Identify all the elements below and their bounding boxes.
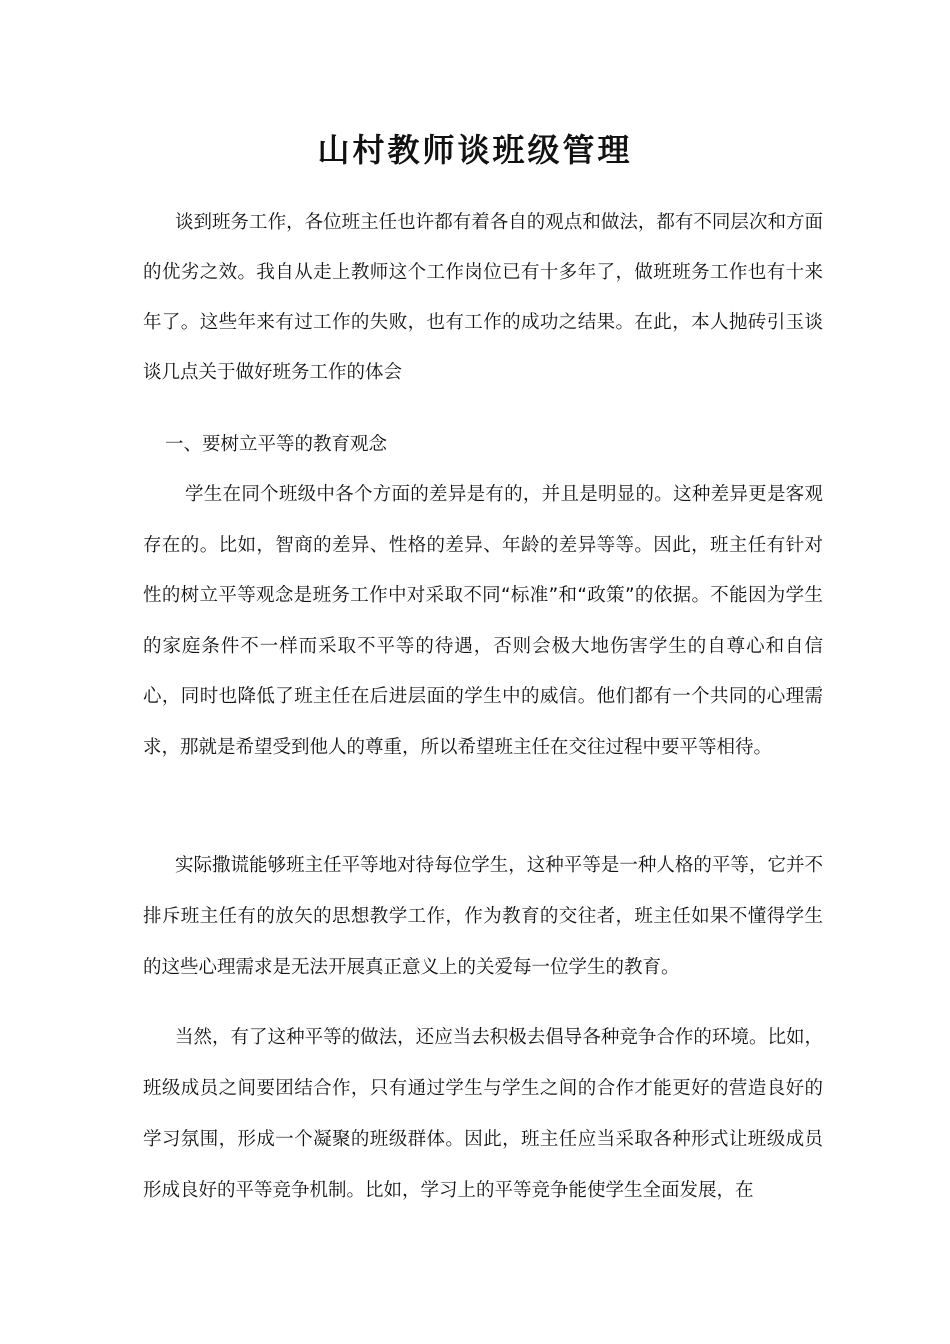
section-heading: 一、要树立平等的教育观念 [165,434,388,455]
paragraph-equality: 实际撒谎能够班主任平等地对待每位学生，这种平等是一种人格的平等，它并不排斥班主任有的放矢的思想教学工作，作为教育的交往者，班主任如果不懂得学生的这些心理需求是无法开展真正意义上的关爱每一位学生的教育。 [143,855,823,978]
paragraph-competition: 当然，有了这种平等的做法，还应当去积极去倡导各种竞争合作的环境。比如，班级成员之间要团结合作，只有通过学生与学生之间的合作才能更好的营造良好的学习氛围，形成一个凝聚的班级群体。因此，班主任应当采取各种形式让班级成员形成良好的平等竞争机制。比如，学习上的平等竞争能使学生全面发展，在 [143,1027,823,1201]
paragraph-intro: 谈到班务工作，各位班主任也许都有着各自的观点和做法，都有不同层次和方面的优劣之效。我自从走上教师这个工作岗位已有十多年了，做班班务工作也有十来年了。这些年来有过工作的失败，也有工作的成功之结果。在此，本人抛砖引玉谈谈几点关于做好班务工作的体会 [143,212,823,383]
paragraph-differences: 学生在同个班级中各个方面的差异是有的，并且是明显的。这种差异更是客观存在的。比如，智商的差异、性格的差异、年龄的差异等等。因此，班主任有针对性的树立平等观念是班务工作中对采取不同“标准”和“政策”的依据。不能因为学生的家庭条件不一样而采取不平等的待遇，否则会极大地伤害学生的自尊心和自信心，同时也降低了班主任在后进层面的学生中的威信。他们都有一个共同的心理需求，那就是希望受到他人的尊重，所以希望班主任在交往过程中要平等相待。 [143,484,823,758]
document-title: 山村教师谈班级管理 [317,131,633,169]
